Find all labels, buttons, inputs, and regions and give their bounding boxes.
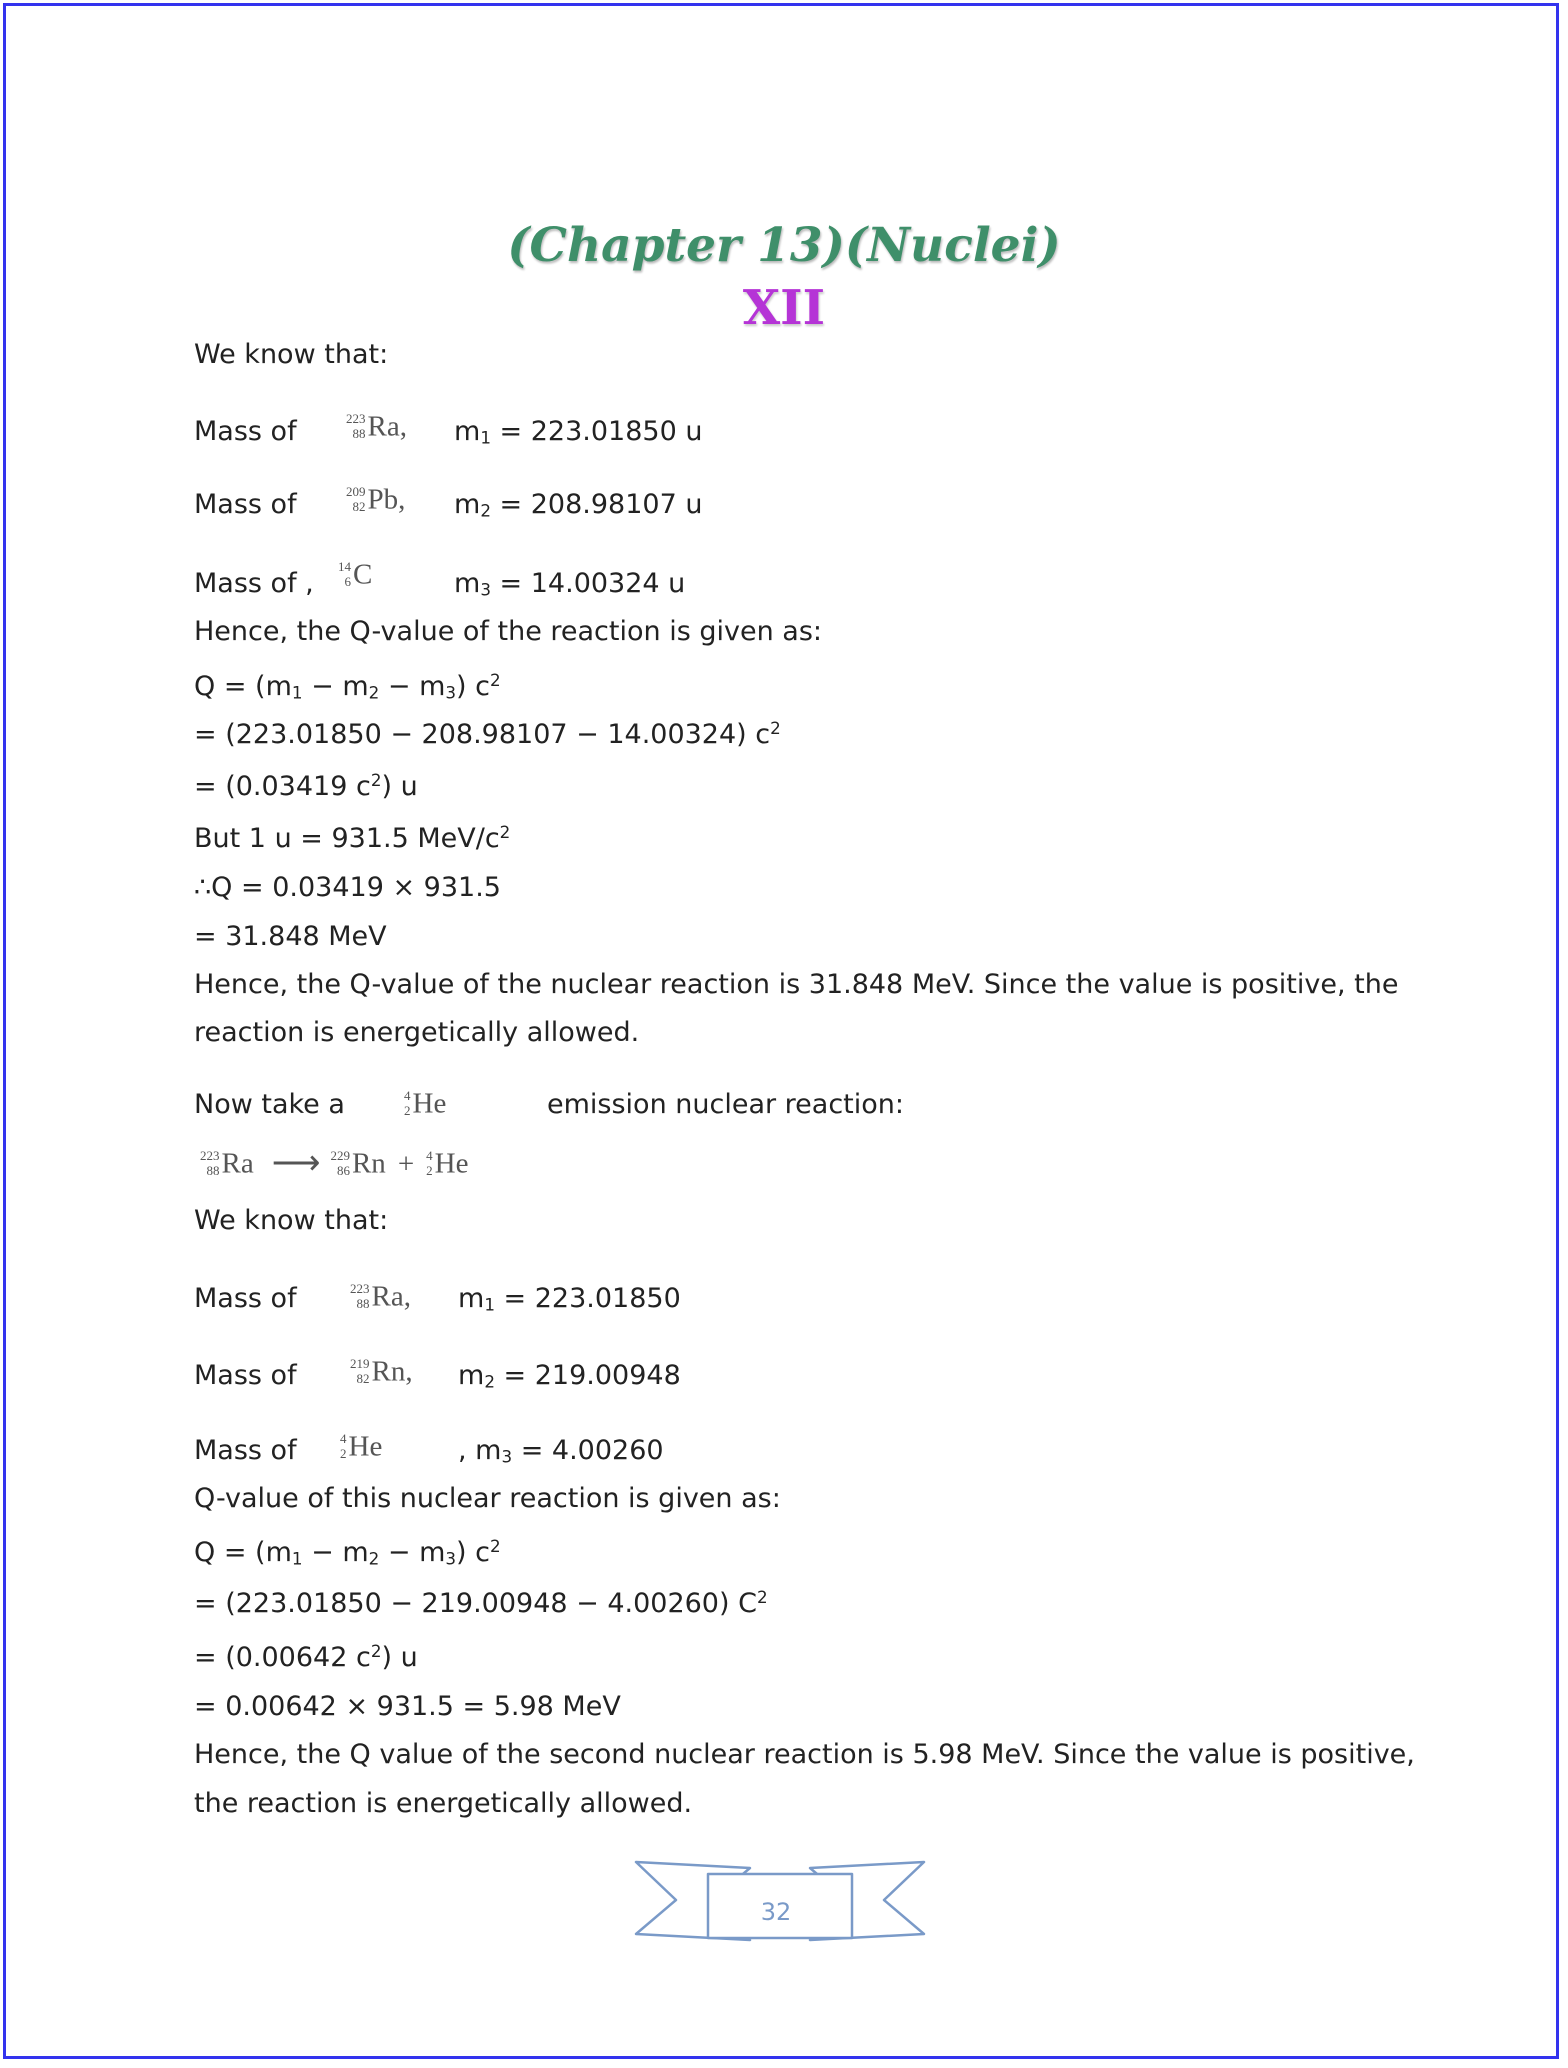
mass-of-label: Mass of [194, 1283, 297, 1314]
q-intro-2: Q-value of this nuclear reaction is given as: [194, 1483, 781, 1514]
ra-223-nuclide: 223 88 Ra, [346, 410, 407, 443]
q-step-3b: = (0.00642 $c^2$) u [194, 1640, 418, 1673]
m3-value: , $m_3 = 4.00260$ [458, 1435, 664, 1467]
q-result-1: = 31.848 MeV [194, 921, 387, 952]
reaction-equation: 223 88 Ra ⟶ 229 86 Rn + 4 2 He [200, 1145, 469, 1182]
chapter-title: (Chapter 13)(Nuclei) [507, 218, 1061, 273]
m1-value: $m_1 = 223.01850$ u [454, 416, 703, 448]
conclusion-2-line-2: the reaction is energetically allowed. [194, 1788, 693, 1819]
mass-of-label: Mass of , [194, 568, 314, 599]
q-intro-1: Hence, the Q-value of the reaction is given as: [194, 616, 822, 647]
q-result-2: = 0.00642 × 931.5 = 5.98 MeV [194, 1691, 621, 1722]
conclusion-1-line-2: reaction is energetically allowed. [194, 1017, 640, 1048]
mass-of-label: Mass of [194, 416, 297, 447]
q-formula-1: $Q = (m_1 - m_2 - m_3)$ $c^2$ [194, 669, 501, 703]
ra-223-nuclide: 223 88 Ra, [350, 1280, 411, 1313]
q-step-2: = (223.01850 − 208.98107 − 14.00324) $c^2$ [194, 717, 781, 750]
conclusion-1-line-1: Hence, the Q-value of the nuclear reaction is 31.848 MeV. Since the value is positive, the [194, 969, 1399, 1000]
we-know-that-1: We know that: [194, 339, 389, 370]
m3-value: $m_3 = 14.00324$ u [454, 568, 686, 600]
reaction-arrow: ⟶ [271, 1145, 321, 1182]
he-4-nuclide: 4 2 He [404, 1087, 447, 1120]
page-number: 32 [760, 1898, 792, 1926]
u-conversion: But 1 u = 931.5 MeV/$c^2$ [194, 821, 511, 854]
q-step-2b: = (223.01850 − 219.00948 − 4.00260) $C^2$ [194, 1586, 768, 1619]
mass-of-label: Mass of [194, 489, 297, 520]
c-14-nuclide: 14 6 C [338, 558, 373, 591]
emission-label: emission nuclear reaction: [547, 1089, 904, 1120]
m2-value: $m_2 = 219.00948$ [458, 1360, 681, 1392]
rn-219-nuclide: 219 82 Rn, [350, 1355, 413, 1388]
class-label: XII [742, 280, 826, 336]
rn-229-nuclide: 229 86 [330, 1148, 350, 1178]
mass-of-label: Mass of [194, 1360, 297, 1391]
q-step-5: ∴Q = 0.03419 × 931.5 [194, 872, 501, 903]
q-step-3: = (0.03419 $c^2$) u [194, 769, 418, 802]
we-know-that-2: We know that: [194, 1205, 389, 1236]
conclusion-2-line-1: Hence, the Q value of the second nuclear reaction is 5.98 MeV. Since the value is positive, [194, 1739, 1415, 1770]
he-4-nuclide: 4 2 [426, 1148, 433, 1178]
ra-223-nuclide: 223 88 [200, 1148, 220, 1178]
pb-209-nuclide: 209 82 Pb, [346, 483, 406, 516]
m2-value: $m_2 = 208.98107$ u [454, 489, 703, 521]
q-formula-2: $Q = (m_1 - m_2 - m_3)$ $c^2$ [194, 1535, 501, 1569]
now-take-label: Now take a [194, 1089, 345, 1120]
he-4-nuclide: 4 2 He [340, 1430, 383, 1463]
mass-of-label: Mass of [194, 1435, 297, 1466]
m1-value: $m_1 = 223.01850$ [458, 1283, 681, 1315]
